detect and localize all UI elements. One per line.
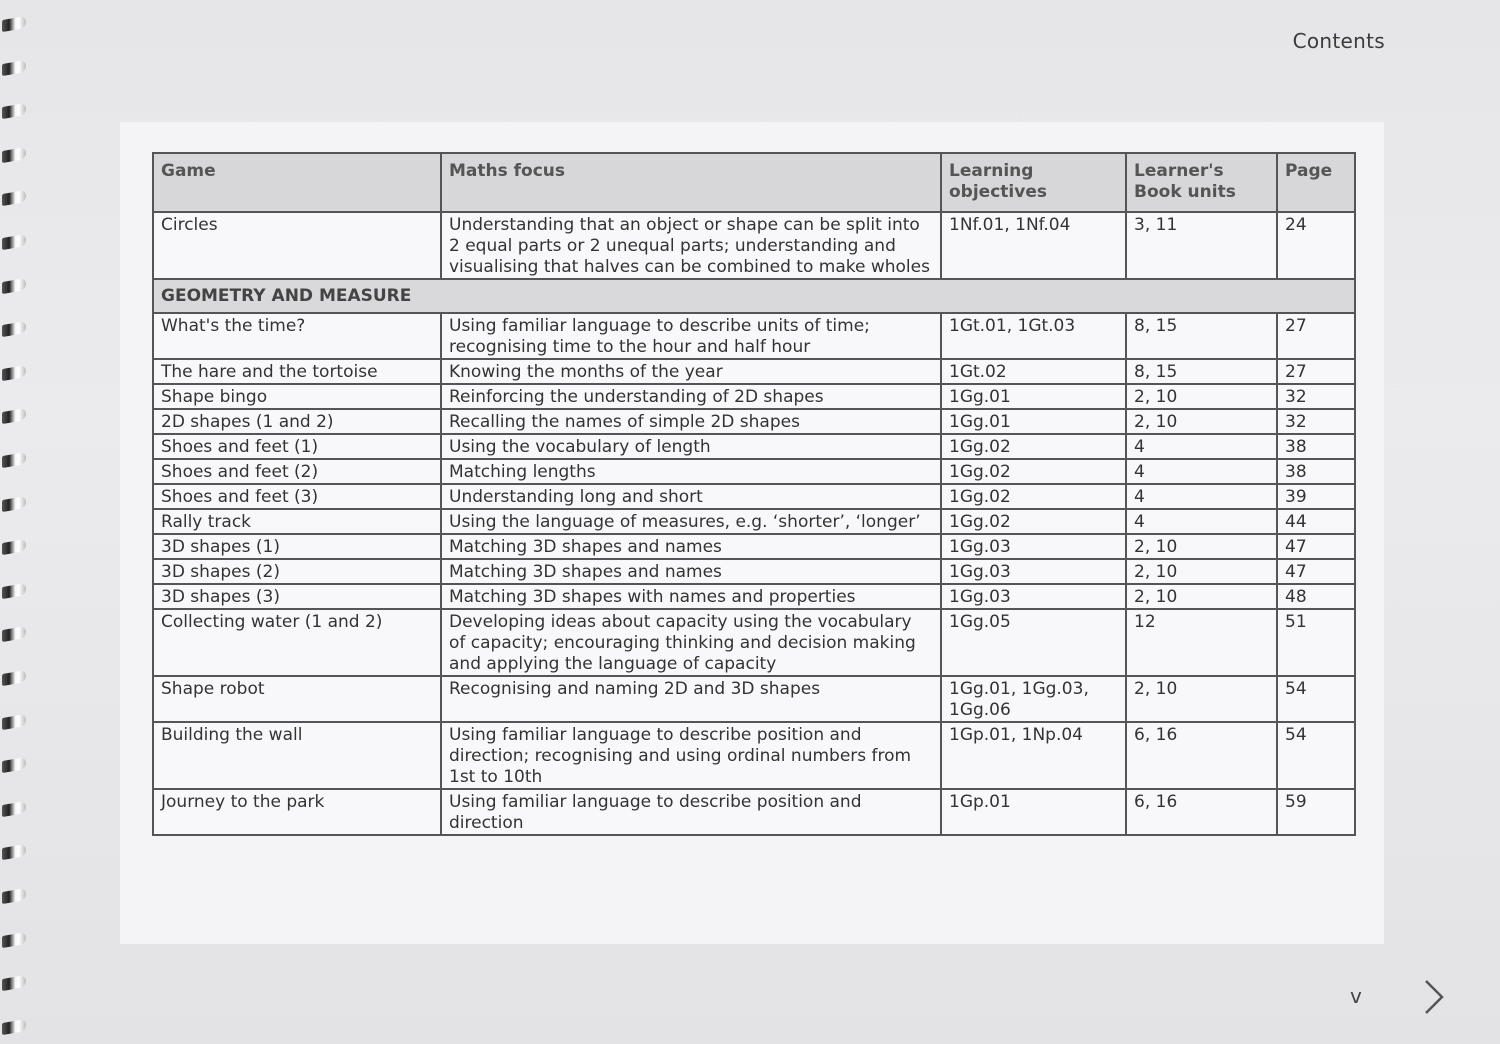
spiral-coil — [2, 583, 26, 599]
maths-focus-cell: Developing ideas about capacity using the vocabulary of capacity; encouraging thinking and decision making and applying the language of capacity — [441, 609, 941, 676]
page-cell: 27 — [1277, 313, 1355, 359]
table-row — [153, 409, 1355, 434]
page-cell: 47 — [1277, 559, 1355, 584]
units-cell: 2, 10 — [1126, 534, 1277, 559]
page-cell: 27 — [1277, 359, 1355, 384]
game-cell: 2D shapes (1 and 2) — [153, 409, 441, 434]
learning-objectives-cell: 1Gg.05 — [941, 609, 1126, 676]
chevron-right-icon[interactable] — [1420, 978, 1448, 1016]
table-row — [153, 584, 1355, 609]
units-cell: 4 — [1126, 484, 1277, 509]
game-cell: 3D shapes (2) — [153, 559, 441, 584]
maths-focus-cell: Understanding long and short — [441, 484, 941, 509]
spiral-coil — [2, 757, 26, 773]
spiral-coil — [2, 539, 26, 555]
maths-focus-cell: Using familiar language to describe position and direction; recognising and using ordinal numbers from 1st to 10th — [441, 722, 941, 789]
page-cell: 32 — [1277, 384, 1355, 409]
units-cell: 2, 10 — [1126, 559, 1277, 584]
table-row — [153, 509, 1355, 534]
table-row — [153, 434, 1355, 459]
maths-focus-cell: Matching 3D shapes with names and properties — [441, 584, 941, 609]
page-cell: 38 — [1277, 434, 1355, 459]
game-cell: 3D shapes (3) — [153, 584, 441, 609]
page-cell: 38 — [1277, 459, 1355, 484]
page-cell: 24 — [1277, 212, 1355, 279]
maths-focus-cell: Using familiar language to describe units of time; recognising time to the hour and half hour — [441, 313, 941, 359]
spiral-coil — [2, 844, 26, 860]
learning-objectives-cell: 1Gt.01, 1Gt.03 — [941, 313, 1126, 359]
learning-objectives-cell: 1Gg.02 — [941, 434, 1126, 459]
table-row — [153, 676, 1355, 722]
units-cell: 2, 10 — [1126, 676, 1277, 722]
page-cell: 47 — [1277, 534, 1355, 559]
game-cell: Shoes and feet (3) — [153, 484, 441, 509]
units-cell: 4 — [1126, 509, 1277, 534]
page-cell: 32 — [1277, 409, 1355, 434]
units-cell: 2, 10 — [1126, 409, 1277, 434]
spiral-coil — [2, 408, 26, 424]
game-cell: The hare and the tortoise — [153, 359, 441, 384]
game-cell: Shape robot — [153, 676, 441, 722]
section-row — [153, 279, 1355, 313]
spiral-coil — [2, 495, 26, 511]
page-cell: 54 — [1277, 722, 1355, 789]
spiral-coil — [2, 147, 26, 163]
game-cell: Shoes and feet (2) — [153, 459, 441, 484]
page-cell: 48 — [1277, 584, 1355, 609]
units-cell: 4 — [1126, 434, 1277, 459]
learning-objectives-cell: 1Gp.01 — [941, 789, 1126, 835]
maths-focus-cell: Matching 3D shapes and names — [441, 534, 941, 559]
column-header-page: Page — [1277, 153, 1355, 212]
page-cell: 59 — [1277, 789, 1355, 835]
game-cell: Shape bingo — [153, 384, 441, 409]
learning-objectives-cell: 1Gg.03 — [941, 559, 1126, 584]
table-row — [153, 359, 1355, 384]
units-cell: 8, 15 — [1126, 313, 1277, 359]
maths-focus-cell: Reinforcing the understanding of 2D shapes — [441, 384, 941, 409]
maths-focus-cell: Knowing the months of the year — [441, 359, 941, 384]
column-header-game: Game — [153, 153, 441, 212]
units-cell: 6, 16 — [1126, 722, 1277, 789]
spiral-coil — [2, 190, 26, 206]
maths-focus-cell: Understanding that an object or shape can be split into 2 equal parts or 2 unequal parts; understanding and visualising that halves can be combined to make wholes — [441, 212, 941, 279]
section-heading: GEOMETRY AND MEASURE — [153, 279, 1355, 313]
table-row — [153, 789, 1355, 835]
table-row — [153, 722, 1355, 789]
spiral-coil — [2, 321, 26, 337]
learning-objectives-cell: 1Gg.03 — [941, 534, 1126, 559]
page-cell: 44 — [1277, 509, 1355, 534]
units-cell: 2, 10 — [1126, 584, 1277, 609]
maths-focus-cell: Matching lengths — [441, 459, 941, 484]
game-cell: Building the wall — [153, 722, 441, 789]
learning-objectives-cell: 1Gg.03 — [941, 584, 1126, 609]
units-cell: 2, 10 — [1126, 384, 1277, 409]
units-cell: 8, 15 — [1126, 359, 1277, 384]
spiral-coil — [2, 670, 26, 686]
learning-objectives-cell: 1Gg.02 — [941, 484, 1126, 509]
column-header-maths-focus: Maths focus — [441, 153, 941, 212]
learning-objectives-cell: 1Gg.02 — [941, 459, 1126, 484]
page-number: v — [1350, 984, 1362, 1008]
learning-objectives-cell: 1Nf.01, 1Nf.04 — [941, 212, 1126, 279]
spiral-coil — [2, 931, 26, 947]
spiral-binding — [0, 0, 40, 1044]
contents-table — [152, 152, 1356, 836]
column-header-learning-objectives: Learning objectives — [941, 153, 1126, 212]
spiral-coil — [2, 16, 26, 32]
table-row — [153, 212, 1355, 279]
game-cell: What's the time? — [153, 313, 441, 359]
page-cell: 51 — [1277, 609, 1355, 676]
spiral-coil — [2, 975, 26, 991]
units-cell: 6, 16 — [1126, 789, 1277, 835]
maths-focus-cell: Recognising and naming 2D and 3D shapes — [441, 676, 941, 722]
learning-objectives-cell: 1Gp.01, 1Np.04 — [941, 722, 1126, 789]
maths-focus-cell: Recalling the names of simple 2D shapes — [441, 409, 941, 434]
spiral-coil — [2, 103, 26, 119]
spiral-coil — [2, 452, 26, 468]
game-cell: Circles — [153, 212, 441, 279]
spiral-coil — [2, 277, 26, 293]
table-row — [153, 534, 1355, 559]
game-cell: Rally track — [153, 509, 441, 534]
table-row — [153, 313, 1355, 359]
maths-focus-cell: Matching 3D shapes and names — [441, 559, 941, 584]
table-row — [153, 459, 1355, 484]
table-row — [153, 609, 1355, 676]
spiral-coil — [2, 713, 26, 729]
table-row — [153, 484, 1355, 509]
spiral-coil — [2, 59, 26, 75]
game-cell: Shoes and feet (1) — [153, 434, 441, 459]
units-cell: 3, 11 — [1126, 212, 1277, 279]
table-row — [153, 384, 1355, 409]
spiral-coil — [2, 365, 26, 381]
page-cell: 39 — [1277, 484, 1355, 509]
table-header-row — [153, 153, 1355, 212]
spiral-coil — [2, 234, 26, 250]
learning-objectives-cell: 1Gg.01, 1Gg.03, 1Gg.06 — [941, 676, 1126, 722]
game-cell: 3D shapes (1) — [153, 534, 441, 559]
learning-objectives-cell: 1Gt.02 — [941, 359, 1126, 384]
maths-focus-cell: Using the vocabulary of length — [441, 434, 941, 459]
learning-objectives-cell: 1Gg.02 — [941, 509, 1126, 534]
spiral-coil — [2, 1019, 26, 1035]
maths-focus-cell: Using the language of measures, e.g. ‘shorter’, ‘longer’ — [441, 509, 941, 534]
learning-objectives-cell: 1Gg.01 — [941, 384, 1126, 409]
units-cell: 12 — [1126, 609, 1277, 676]
column-header-learners-book-units: Learner's Book units — [1126, 153, 1277, 212]
learning-objectives-cell: 1Gg.01 — [941, 409, 1126, 434]
section-title: Contents — [1292, 29, 1385, 53]
game-cell: Journey to the park — [153, 789, 441, 835]
page-cell: 54 — [1277, 676, 1355, 722]
spiral-coil — [2, 626, 26, 642]
game-cell: Collecting water (1 and 2) — [153, 609, 441, 676]
spiral-coil — [2, 801, 26, 817]
spiral-coil — [2, 888, 26, 904]
table-row — [153, 559, 1355, 584]
maths-focus-cell: Using familiar language to describe position and direction — [441, 789, 941, 835]
units-cell: 4 — [1126, 459, 1277, 484]
